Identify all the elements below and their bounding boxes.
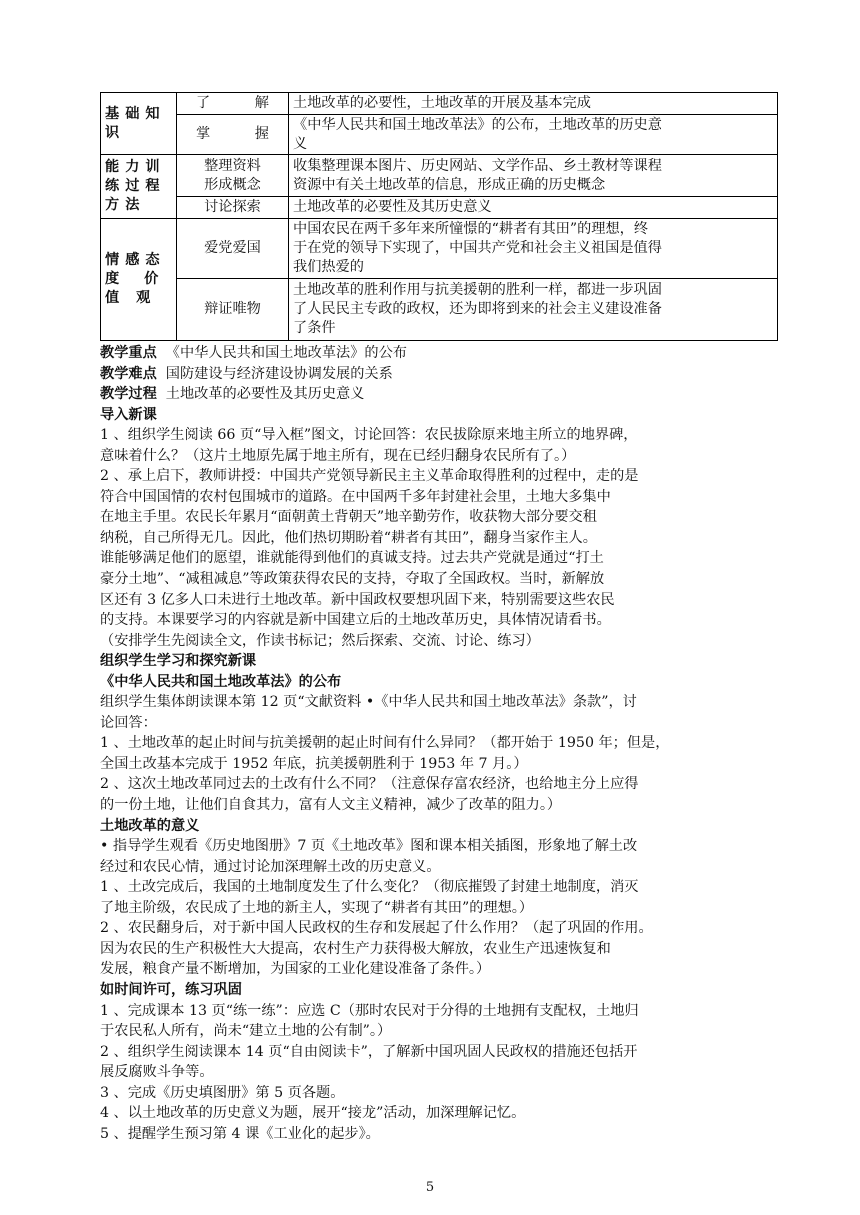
sub-label: 了 解 [196,95,269,111]
text-line: （安排学生先阅读全文，作读书标记；然后探索、交流、讨论、练习） [100,632,540,649]
process-label: 教学过程 [100,386,157,403]
practice-item-1 [100,1001,762,1042]
category-knowledge [101,93,177,155]
lesson-content [100,343,762,1144]
sub-understand [177,93,289,115]
sub-discuss: 讨论探索 [177,197,289,219]
text-line: 于农民私人所有，尚未“建立土地的公有制”。） [100,1023,392,1040]
desc-line: 我们热爱的 [293,259,364,275]
study-question-3 [100,877,762,918]
practice-item-5: 5 、提醒学生预习第 4 课《工业化的起步》。 [100,1125,380,1142]
desc-understand: 土地改革的必要性，土地改革的开展及基本完成 [289,93,778,115]
intro-item-2 [100,466,762,651]
text-line: 豪分土地”、“减租减息”等政策获得农民的支持，夺取了全国政权。当时，新解放 [100,571,605,588]
text-line: 了地主阶级，农民成了土地的新主人，实现了“耕者有其田”的理想。） [100,899,534,916]
text-line: 论回答： [100,714,157,731]
text-line: 在地主手里。农民长年累月“面朝黄土背朝天”地辛勤劳作，收获物大部分要交租 [100,509,597,526]
desc-master [289,115,778,155]
desc-line: 中国农民在两千多年来所憧憬的“耕者有其田”的理想，终 [293,221,649,237]
desc-line: 于在党的领导下实现了，中国共产党和社会主义祖国是值得 [293,240,662,256]
text-line: 发展，粮食产量不断增加，为国家的工业化建设准备了条件。） [100,961,491,978]
category-line: 情感态 [105,252,166,268]
objectives-row [101,219,778,279]
teaching-difficulty [100,364,762,385]
text-line: 谁能够满足他们的愿望，谁就能得到他们的真诚支持。过去共产党就是通过“打土 [100,550,604,567]
desc-organize [289,155,778,197]
difficulty-label: 教学难点 [100,365,157,382]
focus-text: 《中华人民共和国土地改革法》的公布 [165,345,407,361]
sub-master [177,115,289,155]
text-line: 的一份土地，让他们自食其力，富有人文主义精神，减少了改革的阻力。） [100,797,562,814]
desc-line: 了人民民主专政的政权，还为即将到来的社会主义建设准备 [293,301,662,317]
sub-line: 形成概念 [204,176,261,193]
text-line: 区还有 3 亿多人口未进行土地改革。新中国政权要想巩固下来，特别需要这些农民 [100,591,615,608]
text-line: 意味着什么？（这片土地原先属于地主所有，现在已经归翻身农民所有了。） [100,447,576,464]
text-line: 全国土改基本完成于 1952 年底，抗美援朝胜利于 1953 年 7 月。） [100,755,528,772]
objectives-row [101,115,778,155]
text-line: 符合中国国情的农村包围城市的道路。在中国两千多年封建社会里，土地大多集中 [100,488,611,505]
text-line: 2 、农民翻身后，对于新中国人民政权的生存和发展起了什么作用？（起了巩固的作用。 [100,920,653,937]
desc-line: 《中华人民共和国土地改革法》的公布，土地改革的历史意 [293,116,662,133]
sub-label: 掌 握 [196,126,269,142]
category-line: 能力训 [105,159,166,175]
desc-line: 土地改革的胜利作用与抗美援朝的胜利一样，都进一步巩固 [293,282,662,298]
study-subheading-law: 《中华人民共和国土地改革法》的公布 [100,673,342,690]
desc-love-party [289,219,778,279]
teaching-process [100,384,762,405]
category-emotion [101,219,177,341]
intro-heading: 导入新课 [100,406,157,423]
category-ability [101,155,177,219]
objectives-row [101,93,778,115]
focus-label: 教学重点 [100,345,157,361]
text-line: 因为农民的生产积极性大大提高，农村生产力获得极大解放，农业生产迅速恢复和 [100,940,611,957]
text-line: 纳税，自己所得无几。因此，他们热切期盼着“耕者有其田”，翻身当家作主人。 [100,529,597,546]
objectives-row [101,279,778,341]
category-line: 方法 [105,197,146,213]
desc-line: 义 [293,135,308,152]
text-line: 1 、土改完成后，我国的土地制度发生了什么变化？（彻底摧毁了封建土地制度，消灭 [100,879,639,896]
text-line: 的支持。本课要学习的内容就是新中国建立后的土地改革历史，具体情况请看书。 [100,612,611,629]
intro-item-1 [100,425,762,466]
sub-line: 整理资料 [204,157,261,174]
study-question-4 [100,918,762,980]
category-line: 度 价 [105,271,165,287]
difficulty-text: 国防建设与经济建设协调发展的关系 [165,365,393,382]
objectives-table [100,92,778,341]
practice-heading: 如时间许可，练习巩固 [100,981,242,998]
practice-item-4: 4 、以土地改革的历史意义为题，展开“接龙”活动，加深理解记忆。 [100,1105,526,1122]
study-subheading-significance: 土地改革的意义 [100,817,200,834]
practice-item-3: 3 、完成《历史填图册》第 5 页各题。 [100,1084,345,1101]
sub-dialectic: 辩证唯物 [177,279,289,341]
desc-line: 资源中有关土地改革的信息，形成正确的历史概念 [293,176,606,193]
desc-line: 了条件 [293,320,336,336]
study-heading: 组织学生学习和探究新课 [100,653,257,670]
text-line: 1 、组织学生阅读 66 页“导入框”图文，讨论回答：农民拔除原来地主所立的地界碑， [100,427,638,444]
text-line: • 指导学生观看《历史地图册》7 页《土地改革》图和课本相关插图，形象地了解土改 [100,838,638,855]
study-question-2 [100,774,762,815]
text-line: 2 、承上启下，教师讲授：中国共产党领导新民主主义革命取得胜利的过程中，走的是 [100,468,639,485]
objectives-row [101,155,778,197]
text-line: 2 、组织学生阅读课本 14 页“自由阅读卡”，了解新中国巩固人民政权的措施还包括开 [100,1043,638,1060]
desc-line: 收集整理课本图片、历史网站、文学作品、乡土教材等课程 [293,157,662,174]
study-bullet [100,836,762,877]
text-line: 1 、完成课本 13 页“练一练”：应选 C（那时农民对于分得的土地拥有支配权，土地归 [100,1002,639,1019]
text-line: 展反腐败斗争等。 [100,1064,214,1081]
category-line: 值 观 [105,290,157,306]
teaching-focus [100,343,762,364]
process-text: 土地改革的必要性及其历史意义 [165,386,365,403]
objectives-row [101,197,778,219]
study-paragraph [100,692,762,733]
text-line: 组织学生集体朗读课本第 12 页“文献资料 •《中华人民共和国土地改革法》条款”，讨 [100,694,637,711]
page-number: 5 [425,1180,435,1195]
text-line: 2 、这次土地改革同过去的土改有什么不同？（注意保存富农经济，也给地主分上应得 [100,776,639,793]
category-line: 基础知 [105,105,166,122]
category-line: 识 [105,124,126,141]
sub-organize [177,155,289,197]
category-line: 练过程 [105,178,166,194]
desc-discuss: 土地改革的必要性及其历史意义 [289,197,778,219]
text-line: 1 、土地改革的起止时间与抗美援朝的起止时间有什么异同？（都开始于 1950 年；但是， [100,735,670,752]
desc-dialectic [289,279,778,341]
study-question-1 [100,733,762,774]
sub-love-party: 爱党爱国 [177,219,289,279]
text-line: 经过和农民心情，通过讨论加深理解土改的历史意义。 [100,858,441,875]
practice-item-2 [100,1042,762,1083]
